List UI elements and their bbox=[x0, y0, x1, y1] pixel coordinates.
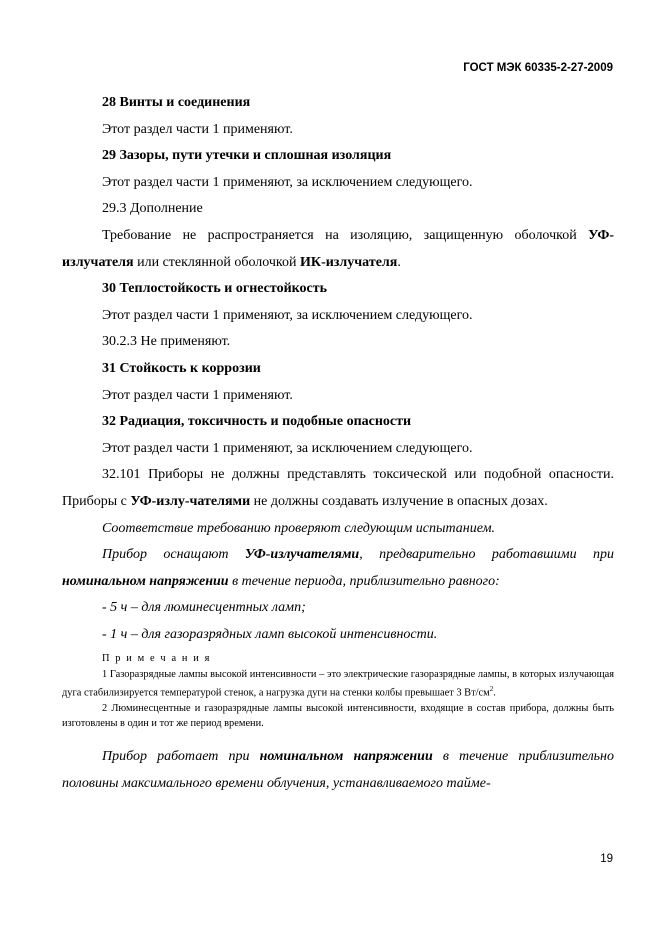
page-number: 19 bbox=[600, 853, 613, 865]
section-31-title: 31 Стойкость к коррозии bbox=[102, 360, 261, 376]
spacer bbox=[62, 731, 614, 744]
text-run: не должны создавать излучение в опасных дозах. bbox=[250, 493, 548, 509]
superscript: 2 bbox=[489, 684, 494, 693]
term-rated-voltage: номинальном напряжении bbox=[62, 573, 229, 589]
section-28-text: Этот раздел части 1 применяют. bbox=[102, 121, 293, 137]
section-29-title: 29 Зазоры, пути утечки и сплошная изоляция bbox=[102, 148, 392, 164]
text-run: , предварительно работавшими при bbox=[359, 547, 614, 563]
section-29-text: Этот раздел части 1 применяют, за исключением следующего. bbox=[102, 174, 473, 190]
final-paragraph bbox=[62, 744, 614, 797]
section-30-2-3: 30.2.3 Не применяют. bbox=[102, 334, 231, 350]
text-run: 1 Газоразрядные лампы высокой интенсивности – это электрические газоразрядные лампы, в которых излучающая дуга стабилизируется температурой стенок, а нагрузка дуги на стенки колбы превышает 3 Вт/см bbox=[62, 668, 614, 699]
section-29-3-title: 29.3 Дополнение bbox=[102, 201, 203, 217]
section-32-title: 32 Радиация, токсичность и подобные опасности bbox=[102, 414, 412, 430]
page-content bbox=[62, 90, 614, 797]
text-run: или стеклянной оболочкой bbox=[133, 254, 301, 270]
note-2: 2 Люминесцентные и газоразрядные лампы высокой интенсивности, входящие в состав прибора, должны быть изготовлены в один и тот же период времени. bbox=[62, 702, 614, 729]
section-30-title: 30 Теплостойкость и огнестойкость bbox=[102, 281, 328, 297]
document-id: ГОСТ МЭК 60335-2-27-2009 bbox=[463, 62, 613, 74]
text-run: Прибор оснащают bbox=[102, 547, 245, 563]
test-preparation bbox=[62, 542, 614, 595]
section-32-text: Этот раздел части 1 применяют, за исключением следующего. bbox=[102, 440, 473, 456]
text-run: в течение периода, приблизительно равного: bbox=[228, 573, 500, 589]
text-run: 32.101 Приборы не должны представлять токсической или подобной опасности. Приборы с bbox=[62, 467, 614, 509]
notes-block bbox=[62, 651, 614, 730]
list-item-hid: - 1 ч – для газоразрядных ламп высокой интенсивности. bbox=[102, 626, 438, 642]
term-rated-voltage: номинальном напряжении bbox=[259, 748, 433, 764]
list-item-fluorescent: - 5 ч – для люминесцентных ламп; bbox=[102, 600, 306, 616]
term-uv-emitters: УФ-излучателями bbox=[244, 547, 360, 563]
text-run: в течение приблизительно половины максимального времени облучения, устанавливаемого тайме- bbox=[62, 748, 614, 791]
section-32-101 bbox=[62, 462, 614, 515]
section-31-text: Этот раздел части 1 применяют. bbox=[102, 387, 293, 403]
term-uv-emitter: УФ-излучателя bbox=[62, 227, 614, 270]
section-29-3-text bbox=[62, 223, 614, 276]
notes-title: П р и м е ч а н и я bbox=[102, 653, 211, 665]
text-run: Прибор работает при bbox=[102, 748, 260, 764]
compliance-statement: Соответствие требованию проверяют следующим испытанием. bbox=[102, 520, 496, 536]
text-run: . bbox=[397, 254, 401, 270]
term-ir-emitter: ИК-излучателя bbox=[300, 254, 398, 270]
term-uv-emitters: УФ-излу-чателями bbox=[130, 493, 251, 509]
section-30-text: Этот раздел части 1 применяют, за исключением следующего. bbox=[102, 307, 473, 323]
section-28-title: 28 Винты и соединения bbox=[102, 95, 251, 110]
text-run: . bbox=[493, 687, 496, 699]
text-run: Требование не распространяется на изоляцию, защищенную оболочкой bbox=[102, 227, 589, 243]
note-1 bbox=[62, 667, 614, 701]
